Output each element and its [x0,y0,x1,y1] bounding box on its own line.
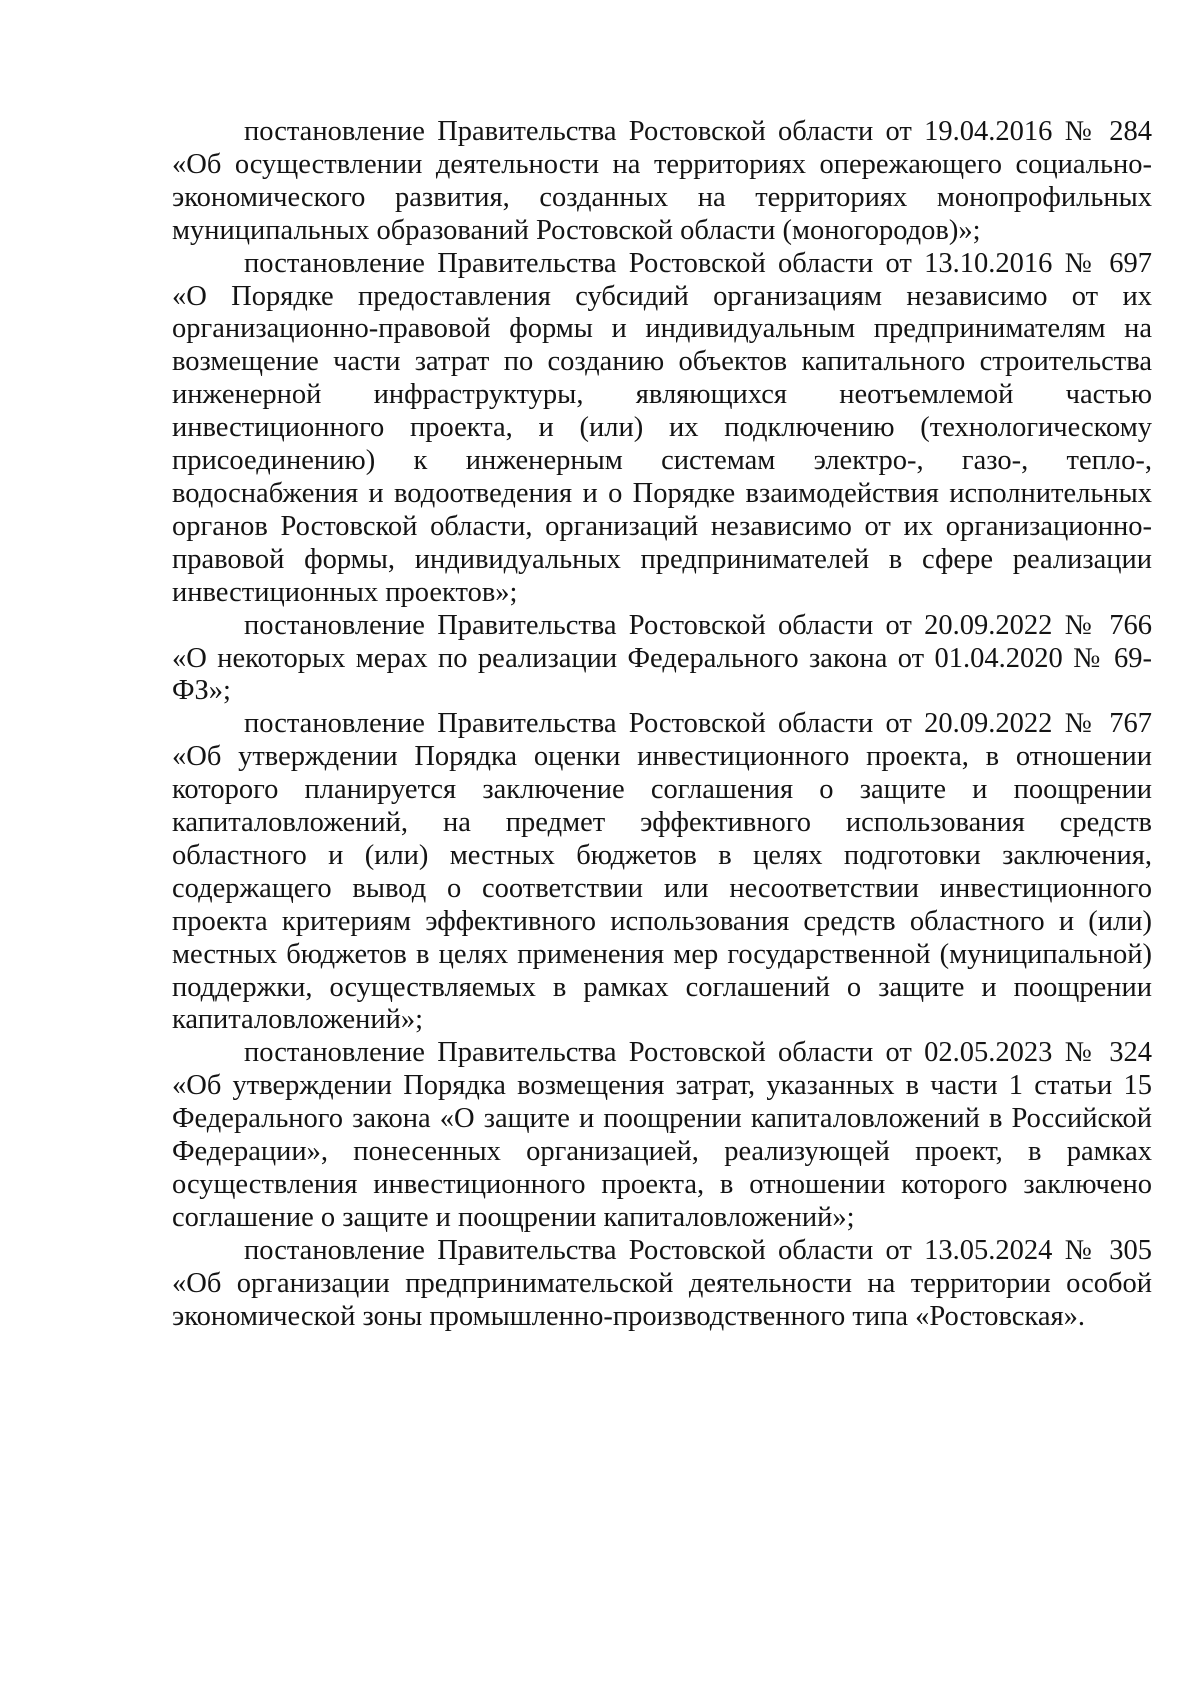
paragraph-resolution-305: постановление Правительства Ростовской области от 13.05.2024 № 305 «Об организации предпринимательской деятельности на территории особой экономической зоны промышленно-производственного типа «Ростовская». [172,1234,1152,1332]
document-body [172,116,1152,1334]
paragraph-resolution-324: постановление Правительства Ростовской области от 02.05.2023 № 324 «Об утверждении Порядка возмещения затрат, указанных в части 1 статьи 15 Федерального закона «О защите и поощрении капиталовложений в Российской Федерации», понесенных организацией, реализующей проект, в рамках осуществления инвестиционного проекта, в отношении которого заключено соглашение о защите и поощрении капиталовложений»; [172,1037,1152,1233]
paragraph-resolution-766: постановление Правительства Ростовской области от 20.09.2022 № 766 «О некоторых мерах по реализации Федерального закона от 01.04.2020 № 69-ФЗ»; [172,609,1152,707]
paragraph-resolution-697: постановление Правительства Ростовской области от 13.10.2016 № 697 «О Порядке предоставления субсидий организациям независимо от их организационно-правовой формы и индивидуальным предпринимателям на возмещение части затрат по созданию объектов капитального строительства инженерной инфраструктуры, являющихся неотъемлемой частью инвестиционного проекта, и (или) их подключению (технологическому присоединению) к инженерным системам электро-, газо-, тепло-, водоснабжения и водоотведения и о Порядке взаимодействия исполнительных органов Ростовской области, организаций независимо от их организационно-правовой формы, индивидуальных предпринимателей в сфере реализации инвестиционных проектов»; [172,247,1152,608]
paragraph-resolution-767: постановление Правительства Ростовской области от 20.09.2022 № 767 «Об утверждении Порядка оценки инвестиционного проекта, в отношении которого планируется заключение соглашения о защите и поощрении капиталовложений, на предмет эффективного использования средств областного и (или) местных бюджетов в целях подготовки заключения, содержащего вывод о соответствии или несоответствии инвестиционного проекта критериям эффективного использования средств областного и (или) местных бюджетов в целях применения мер государственной (муниципальной) поддержки, осуществляемых в рамках соглашений о защите и поощрении капиталовложений»; [172,708,1152,1036]
paragraph-resolution-284: постановление Правительства Ростовской области от 19.04.2016 № 284 «Об осуществлении деятельности на территориях опережающего социально-экономического развития, созданных на территориях монопрофильных муниципальных образований Ростовской области (моногородов)»; [172,116,1152,246]
